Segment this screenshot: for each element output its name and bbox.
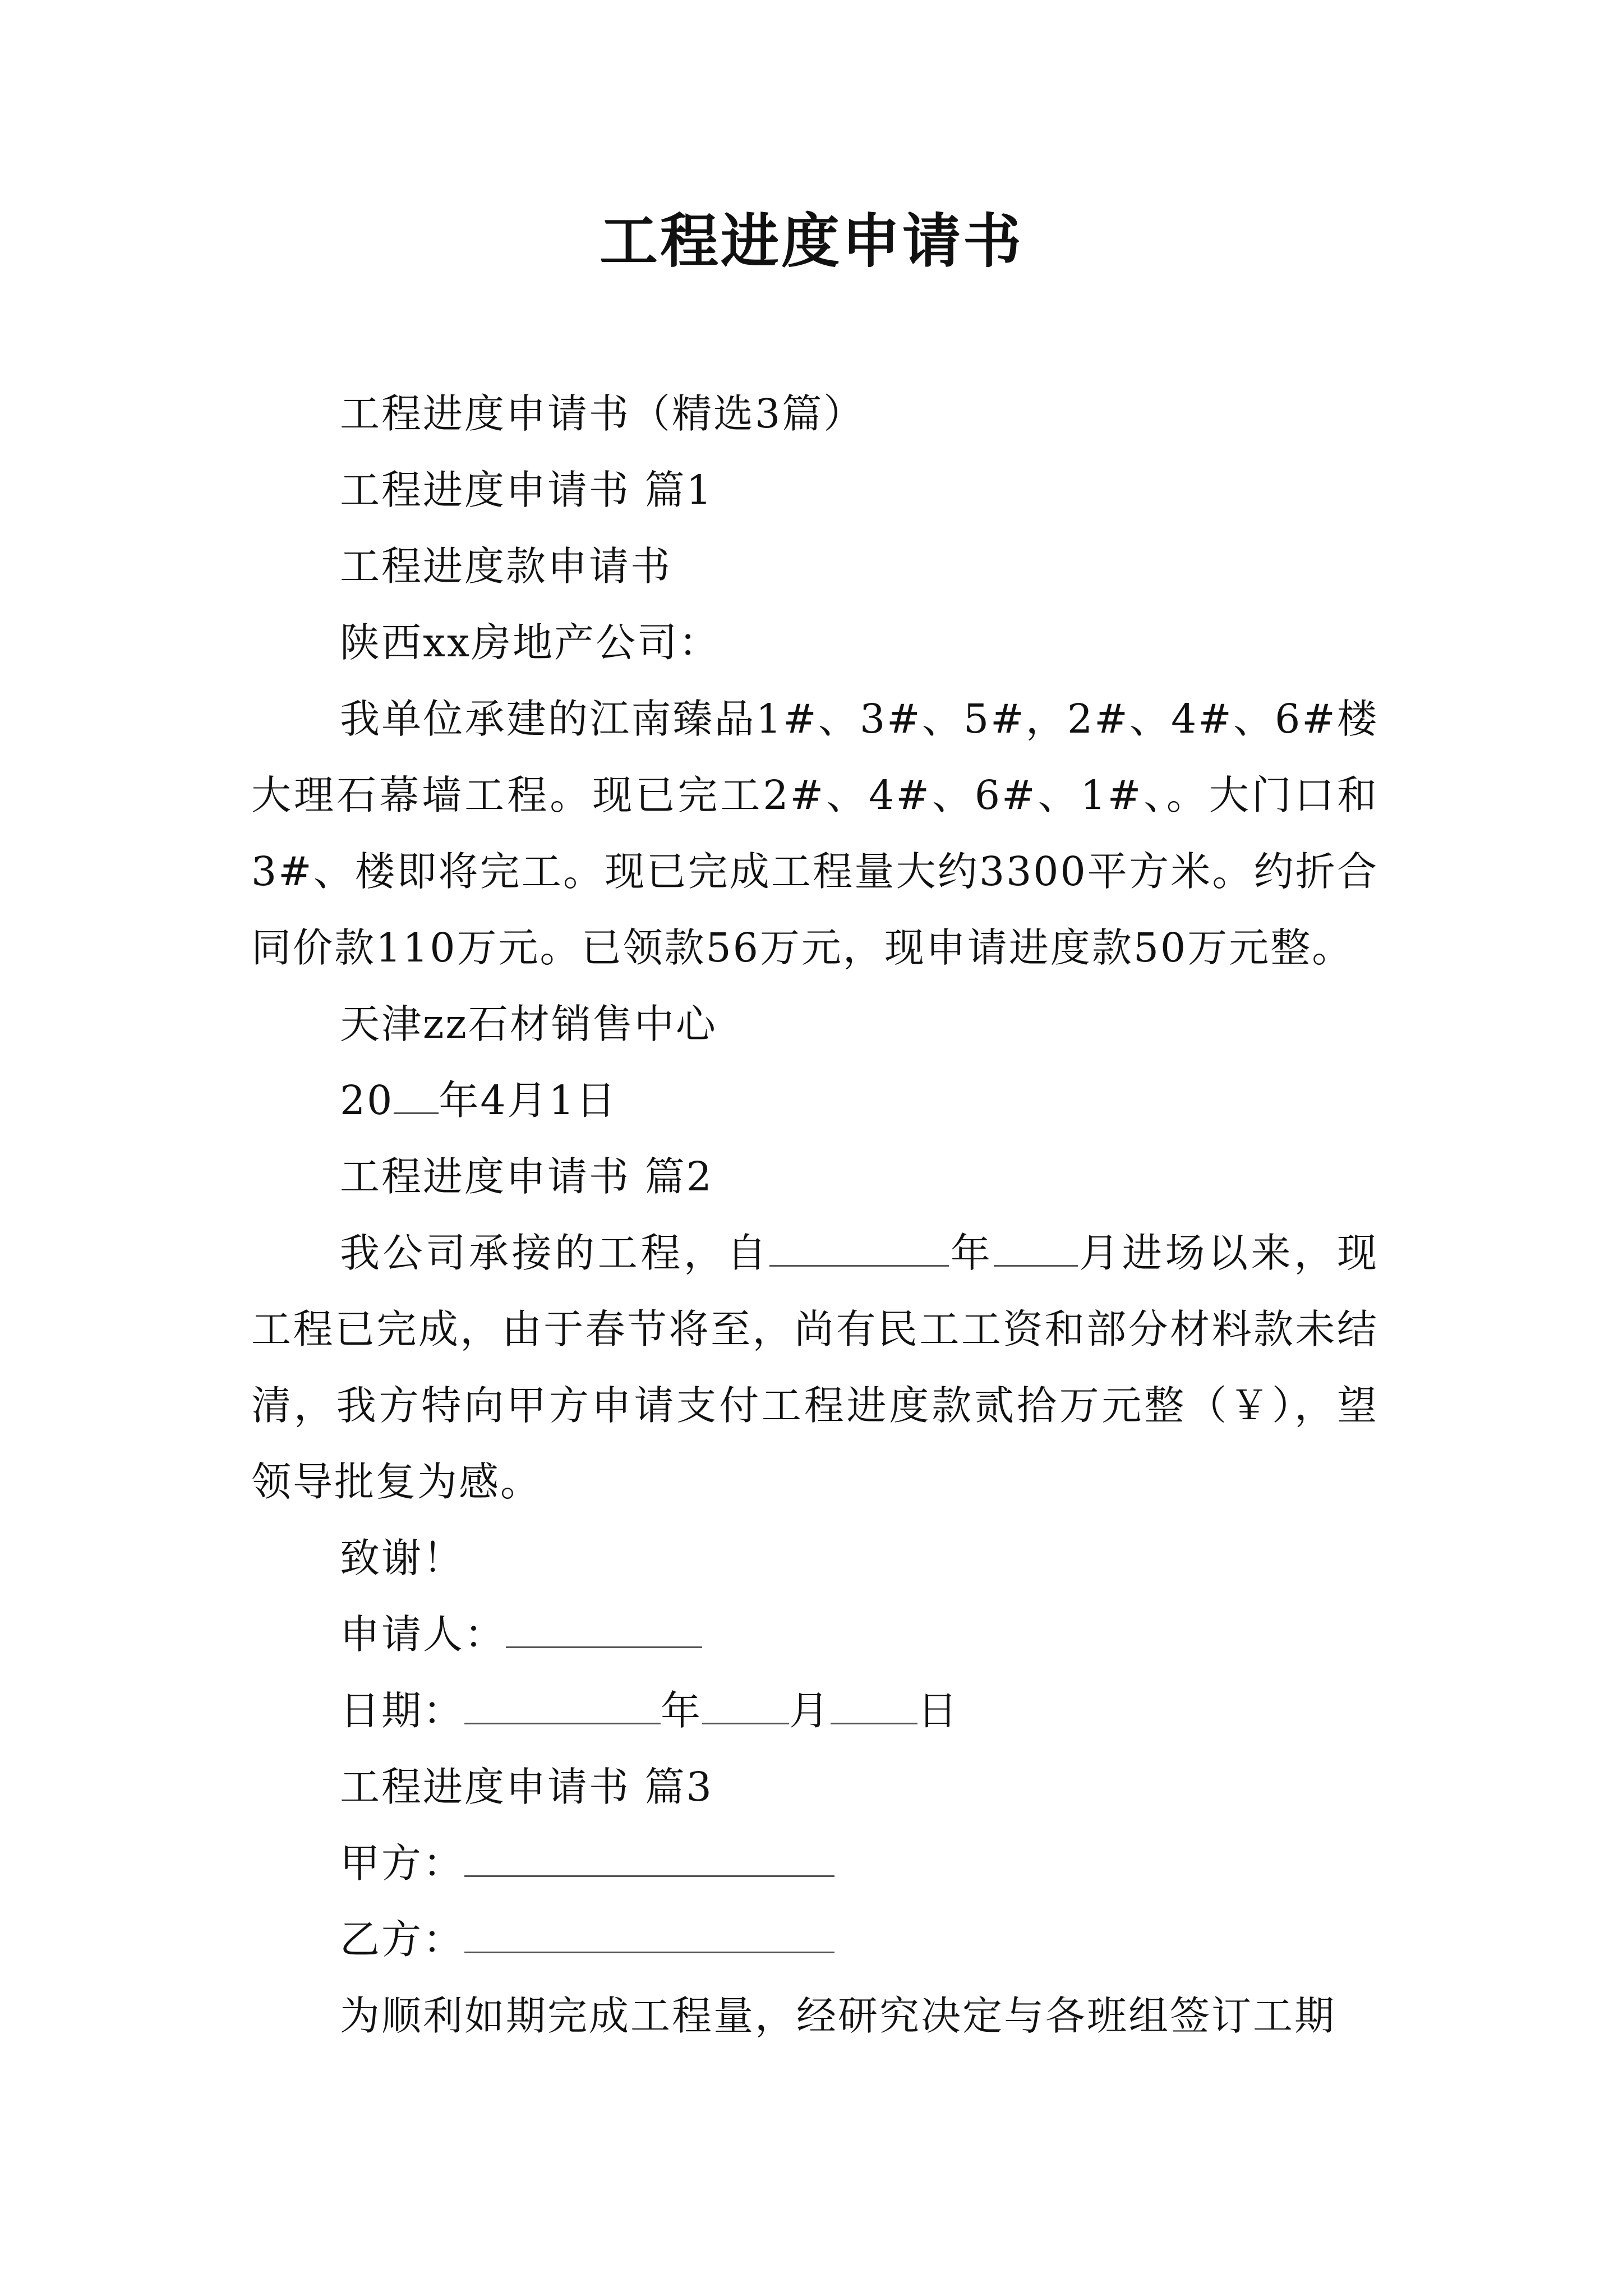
day-label: 日 bbox=[917, 1687, 960, 1734]
date-label: 日期： bbox=[340, 1687, 465, 1734]
article2-heading: 工程进度申请书 篇2 bbox=[340, 1153, 713, 1200]
article1-signer: 天津zz石材销售中心 bbox=[340, 1001, 717, 1047]
document-subtitle: 工程进度申请书（精选3篇） bbox=[340, 390, 865, 437]
blank-line bbox=[769, 1226, 949, 1267]
article2-date bbox=[251, 1673, 1378, 1749]
blank-line bbox=[702, 1683, 789, 1724]
article2-applicant bbox=[251, 1596, 1378, 1673]
article1-heading: 工程进度申请书 篇1 bbox=[340, 467, 713, 513]
blank-line bbox=[831, 1683, 917, 1724]
document-title: 工程进度申请书 bbox=[599, 206, 1023, 275]
article1-date bbox=[251, 1062, 1378, 1139]
document-body bbox=[251, 376, 1378, 2054]
year-label: 年 bbox=[661, 1687, 703, 1734]
article3-party-b bbox=[251, 1902, 1378, 1978]
article1-body: 我单位承建的江南臻品1#、3#、5#，2#、4#、6#楼大理石幕墙工程。现已完工2#、4#、6#、1#、。大门口和3#、楼即将完工。现已完成工程量大约3300平方米。约折合同价款110万元。已领款56万元，现申请进度款50万元整。 bbox=[251, 696, 1378, 971]
article3-heading: 工程进度申请书 篇3 bbox=[340, 1764, 713, 1810]
article1-doc-title: 工程进度款申请书 bbox=[340, 543, 672, 590]
article3-body-start: 为顺利如期完成工程量，经研究决定与各班组签订工期 bbox=[340, 1993, 1336, 2039]
applicant-label: 申请人： bbox=[340, 1611, 506, 1658]
party-a-label: 甲方： bbox=[340, 1840, 465, 1887]
blank-line bbox=[394, 1073, 439, 1114]
article2-thanks: 致谢！ bbox=[340, 1535, 465, 1581]
article3-party-a bbox=[251, 1825, 1378, 1902]
blank-line bbox=[464, 1683, 661, 1724]
article2-body bbox=[251, 1215, 1378, 1520]
article1-addressee: 陕西xx房地产公司： bbox=[340, 619, 721, 666]
blank-line bbox=[464, 1836, 834, 1877]
article2-body-part3: 月进场以来，现工程已完成，由于春节将至，尚有民工工资和部分材料款未结清，我方特向甲方申请支付工程进度款贰拾万元整（￥），望领导批复为感。 bbox=[251, 1230, 1378, 1505]
party-b-label: 乙方： bbox=[340, 1916, 465, 1963]
article2-body-part1: 我公司承接的工程，自 bbox=[340, 1230, 770, 1276]
month-label: 月 bbox=[789, 1687, 831, 1734]
article1-date-prefix: 20 bbox=[340, 1077, 394, 1124]
article2-body-part2: 年 bbox=[949, 1230, 994, 1276]
blank-line bbox=[994, 1226, 1078, 1267]
article1-date-suffix: 年4月1日 bbox=[439, 1077, 617, 1124]
blank-line bbox=[464, 1912, 834, 1953]
blank-line bbox=[506, 1607, 702, 1648]
